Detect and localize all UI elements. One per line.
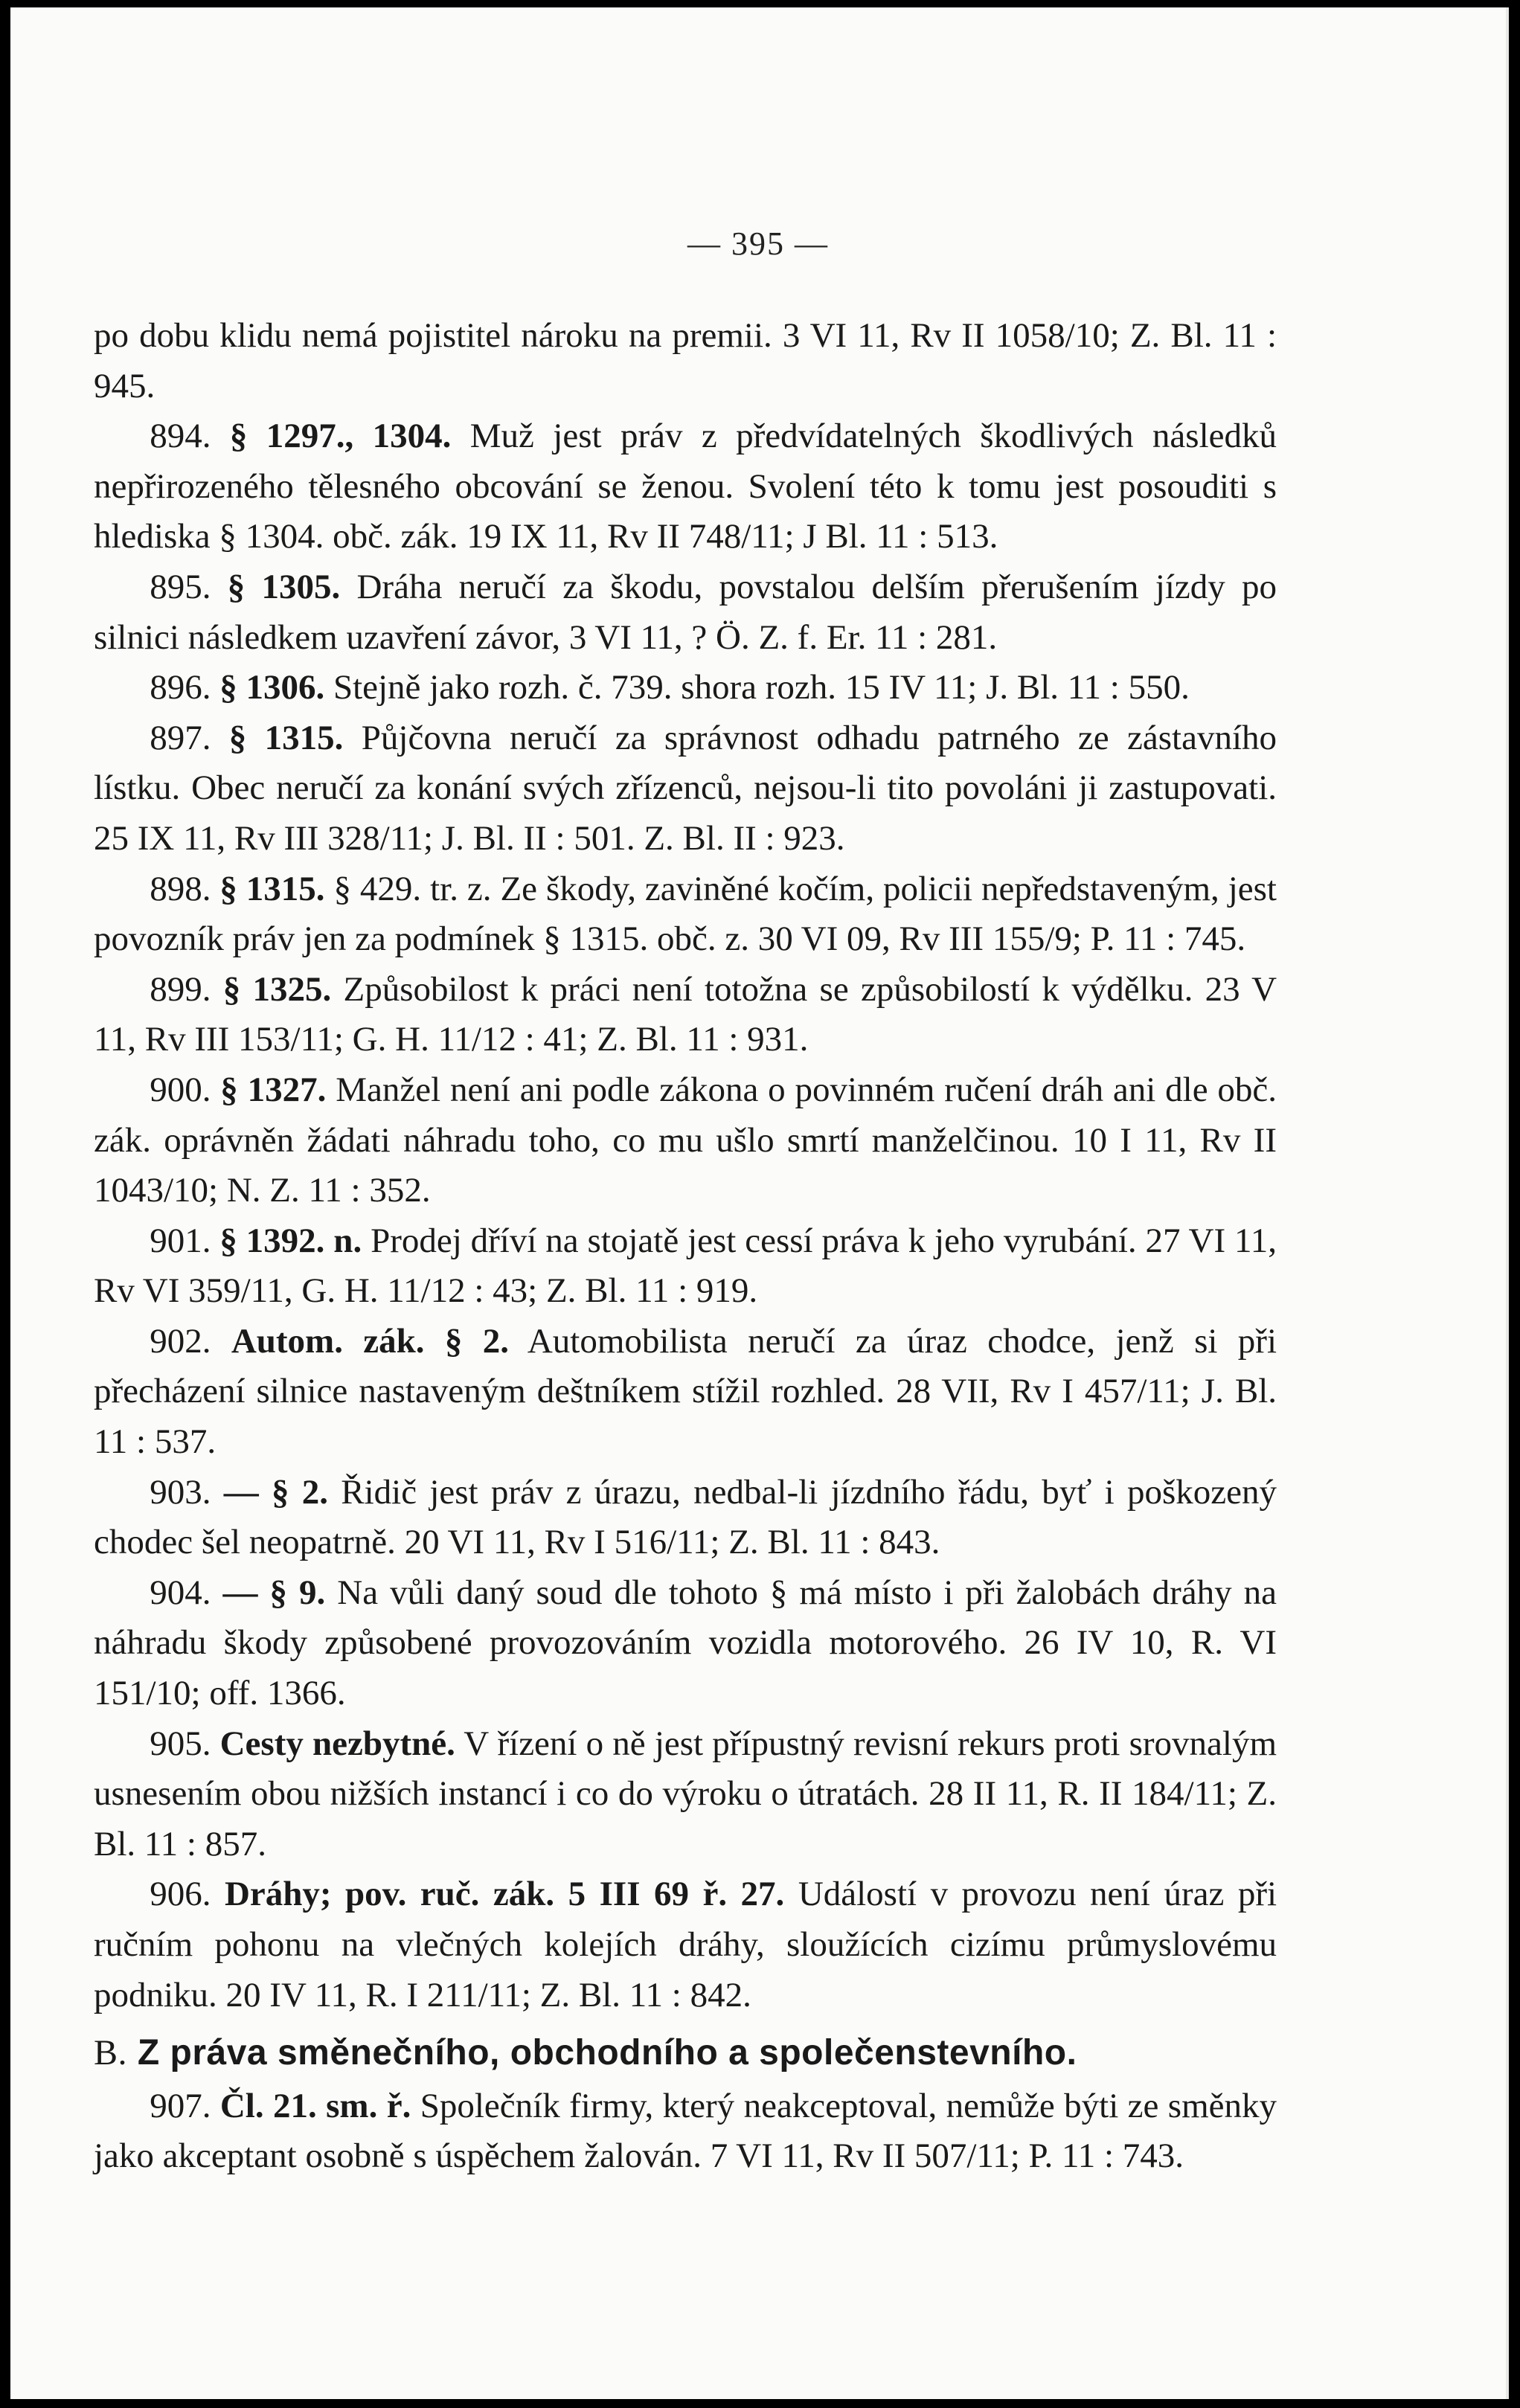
entry-904: [94, 1568, 1277, 1719]
entry-number: 896.: [150, 668, 211, 707]
entry-number: 906.: [150, 1875, 211, 1914]
book-page: [10, 7, 1509, 2399]
entry-number: 905.: [150, 1724, 211, 1763]
entry-text: Společník firmy, který neakceptoval, nemůže býti ze směnky jako akceptant osobně s úspěchem žalován. 7 VI 11, Rv II 507/11; P. 11 : 743.: [94, 2086, 1277, 2176]
entry-898: [94, 864, 1277, 965]
entry-number: 907.: [150, 2086, 211, 2125]
entry-894: [94, 411, 1277, 562]
entry-895: [94, 562, 1277, 663]
entry-reference: Autom. zák. § 2.: [231, 1321, 510, 1361]
entry-899: [94, 965, 1277, 1065]
entry-reference: Cesty nezbytné.: [219, 1724, 455, 1763]
entry-text: § 429. tr. z. Ze škody, zaviněné kočím, policii nepředstaveným, jest povozník práv jen za podmínek § 1315. obč. z. 30 VI 09, Rv III 155/9; P. 11 : 745.: [94, 869, 1277, 959]
entry-text: Stejně jako rozh. č. 739. shora rozh. 15 IV 11; J. Bl. 11 : 550.: [333, 668, 1190, 707]
entry-reference: § 1315.: [228, 718, 344, 757]
entry-text: Na vůli daný soud dle tohoto § má místo i při žalobách dráhy na náhradu škody způsobené provozováním vozidla motorového. 26 IV 10, R. VI 151/10; off. 1366.: [94, 1573, 1277, 1713]
entry-number: 898.: [150, 869, 211, 908]
entry-number: 901.: [150, 1221, 211, 1260]
entry-text: Automobilista neručí za úraz chodce, jenž si při přecházení silnice nastaveným deštníkem stížil rozhled. 28 VII, Rv I 457/11; J. Bl. 11 : 537.: [94, 1321, 1277, 1462]
entry-902: [94, 1317, 1277, 1468]
section-letter: B.: [94, 2033, 128, 2073]
entry-number: 899.: [150, 969, 211, 1009]
section-title: Z práva směnečního, obchodního a společenstevního.: [137, 2033, 1077, 2073]
section-heading-b: [94, 2028, 1277, 2078]
entry-897: [94, 713, 1277, 864]
entry-reference: Dráhy; pov. ruč. zák. 5 III 69 ř. 27.: [224, 1875, 785, 1914]
entry-906: [94, 1869, 1277, 2020]
entry-text: Muž jest práv z předvídatelných škodlivých následků nepřirozeného tělesného obcování se ženou. Svolení této k tomu jest posouditi s hlediska § 1304. obč. zák. 19 IX 11, Rv II 748/11; J Bl. 11 : 513.: [94, 417, 1277, 556]
entry-text: V řízení o ně jest přípustný revisní rekurs proti srovnalým usnesením obou nižších instancí i co do výroku o útratách. 28 II 11, R. II 184/11; Z. Bl. 11 : 857.: [94, 1724, 1277, 1863]
entry-reference: Čl. 21. sm. ř.: [219, 2086, 411, 2125]
entry-continuation: po dobu klidu nemá pojistitel nároku na premii. 3 VI 11, Rv II 1058/10; Z. Bl. 11 : 945.: [94, 316, 1277, 405]
entry-text: Dráha neručí za škodu, povstalou delším přerušením jízdy po silnici následkem uzavření závor, 3 VI 11, ? Ö. Z. f. Er. 11 : 281.: [94, 567, 1277, 657]
entry-number: 897.: [150, 718, 211, 757]
entry-text: Událostí v provozu není úraz při ručním pohonu na vlečných kolejích dráhy, sloužících cizímu průmyslovému podniku. 20 IV 11, R. I 211/11; Z. Bl. 11 : 842.: [94, 1875, 1277, 2014]
entry-reference: § 1325.: [222, 969, 332, 1009]
entry-reference: — § 9.: [222, 1573, 326, 1612]
entry-901: [94, 1216, 1277, 1317]
page-number: — 395 —: [687, 225, 829, 262]
entry-text: Prodej dříví na stojatě jest cessí práva k jeho vyrubání. 27 VI 11, Rv VI 359/11, G. H. 11/12 : 43; Z. Bl. 11 : 919.: [94, 1221, 1277, 1311]
entry-number: 894.: [150, 417, 211, 456]
entry-896: [94, 663, 1277, 713]
entry-reference: § 1297., 1304.: [229, 417, 452, 456]
entry-903: [94, 1468, 1277, 1568]
entry-905: [94, 1719, 1277, 1870]
page-body: [94, 311, 1277, 2182]
entry-text: Řidič jest práv z úrazu, nedbal-li jízdního řádu, byť i poškozený chodec šel neopatrně. 20 VI 11, Rv I 516/11; Z. Bl. 11 : 843.: [94, 1472, 1277, 1562]
entry-907: [94, 2081, 1277, 2182]
entry-number: 903.: [150, 1472, 211, 1512]
entry-text: Způsobilost k práci není totožna se způsobilostí k výdělku. 23 V 11, Rv III 153/11; G. H. 11/12 : 41; Z. Bl. 11 : 931.: [94, 969, 1277, 1059]
entry-number: 895.: [150, 567, 211, 606]
entry-text: Půjčovna neručí za správnost odhadu patrného ze zástavního lístku. Obec neručí za konání svých zřízenců, nejsou-li tito povoláni ji zastupovati. 25 IX 11, Rv III 328/11; J. Bl. II : 501. Z. Bl. II : 923.: [94, 718, 1277, 858]
entry-900: [94, 1065, 1277, 1216]
entry-reference: — § 2.: [223, 1472, 328, 1512]
entry-number: 904.: [150, 1573, 211, 1612]
entry-reference: § 1306.: [219, 668, 325, 707]
entry-text: Manžel není ani podle zákona o povinném ručení dráh ani dle obč. zák. oprávněn žádati náhradu toho, co mu ušlo smrtí manželčinou. 10 I 11, Rv II 1043/10; N. Z. 11 : 352.: [94, 1070, 1277, 1210]
entry-reference: § 1315.: [219, 869, 325, 908]
entry-reference: § 1305.: [227, 567, 341, 606]
entry-reference: § 1392. n.: [219, 1221, 362, 1260]
entry-reference: § 1327.: [220, 1070, 327, 1109]
entry-number: 900.: [150, 1070, 211, 1109]
entry-number: 902.: [150, 1321, 211, 1361]
